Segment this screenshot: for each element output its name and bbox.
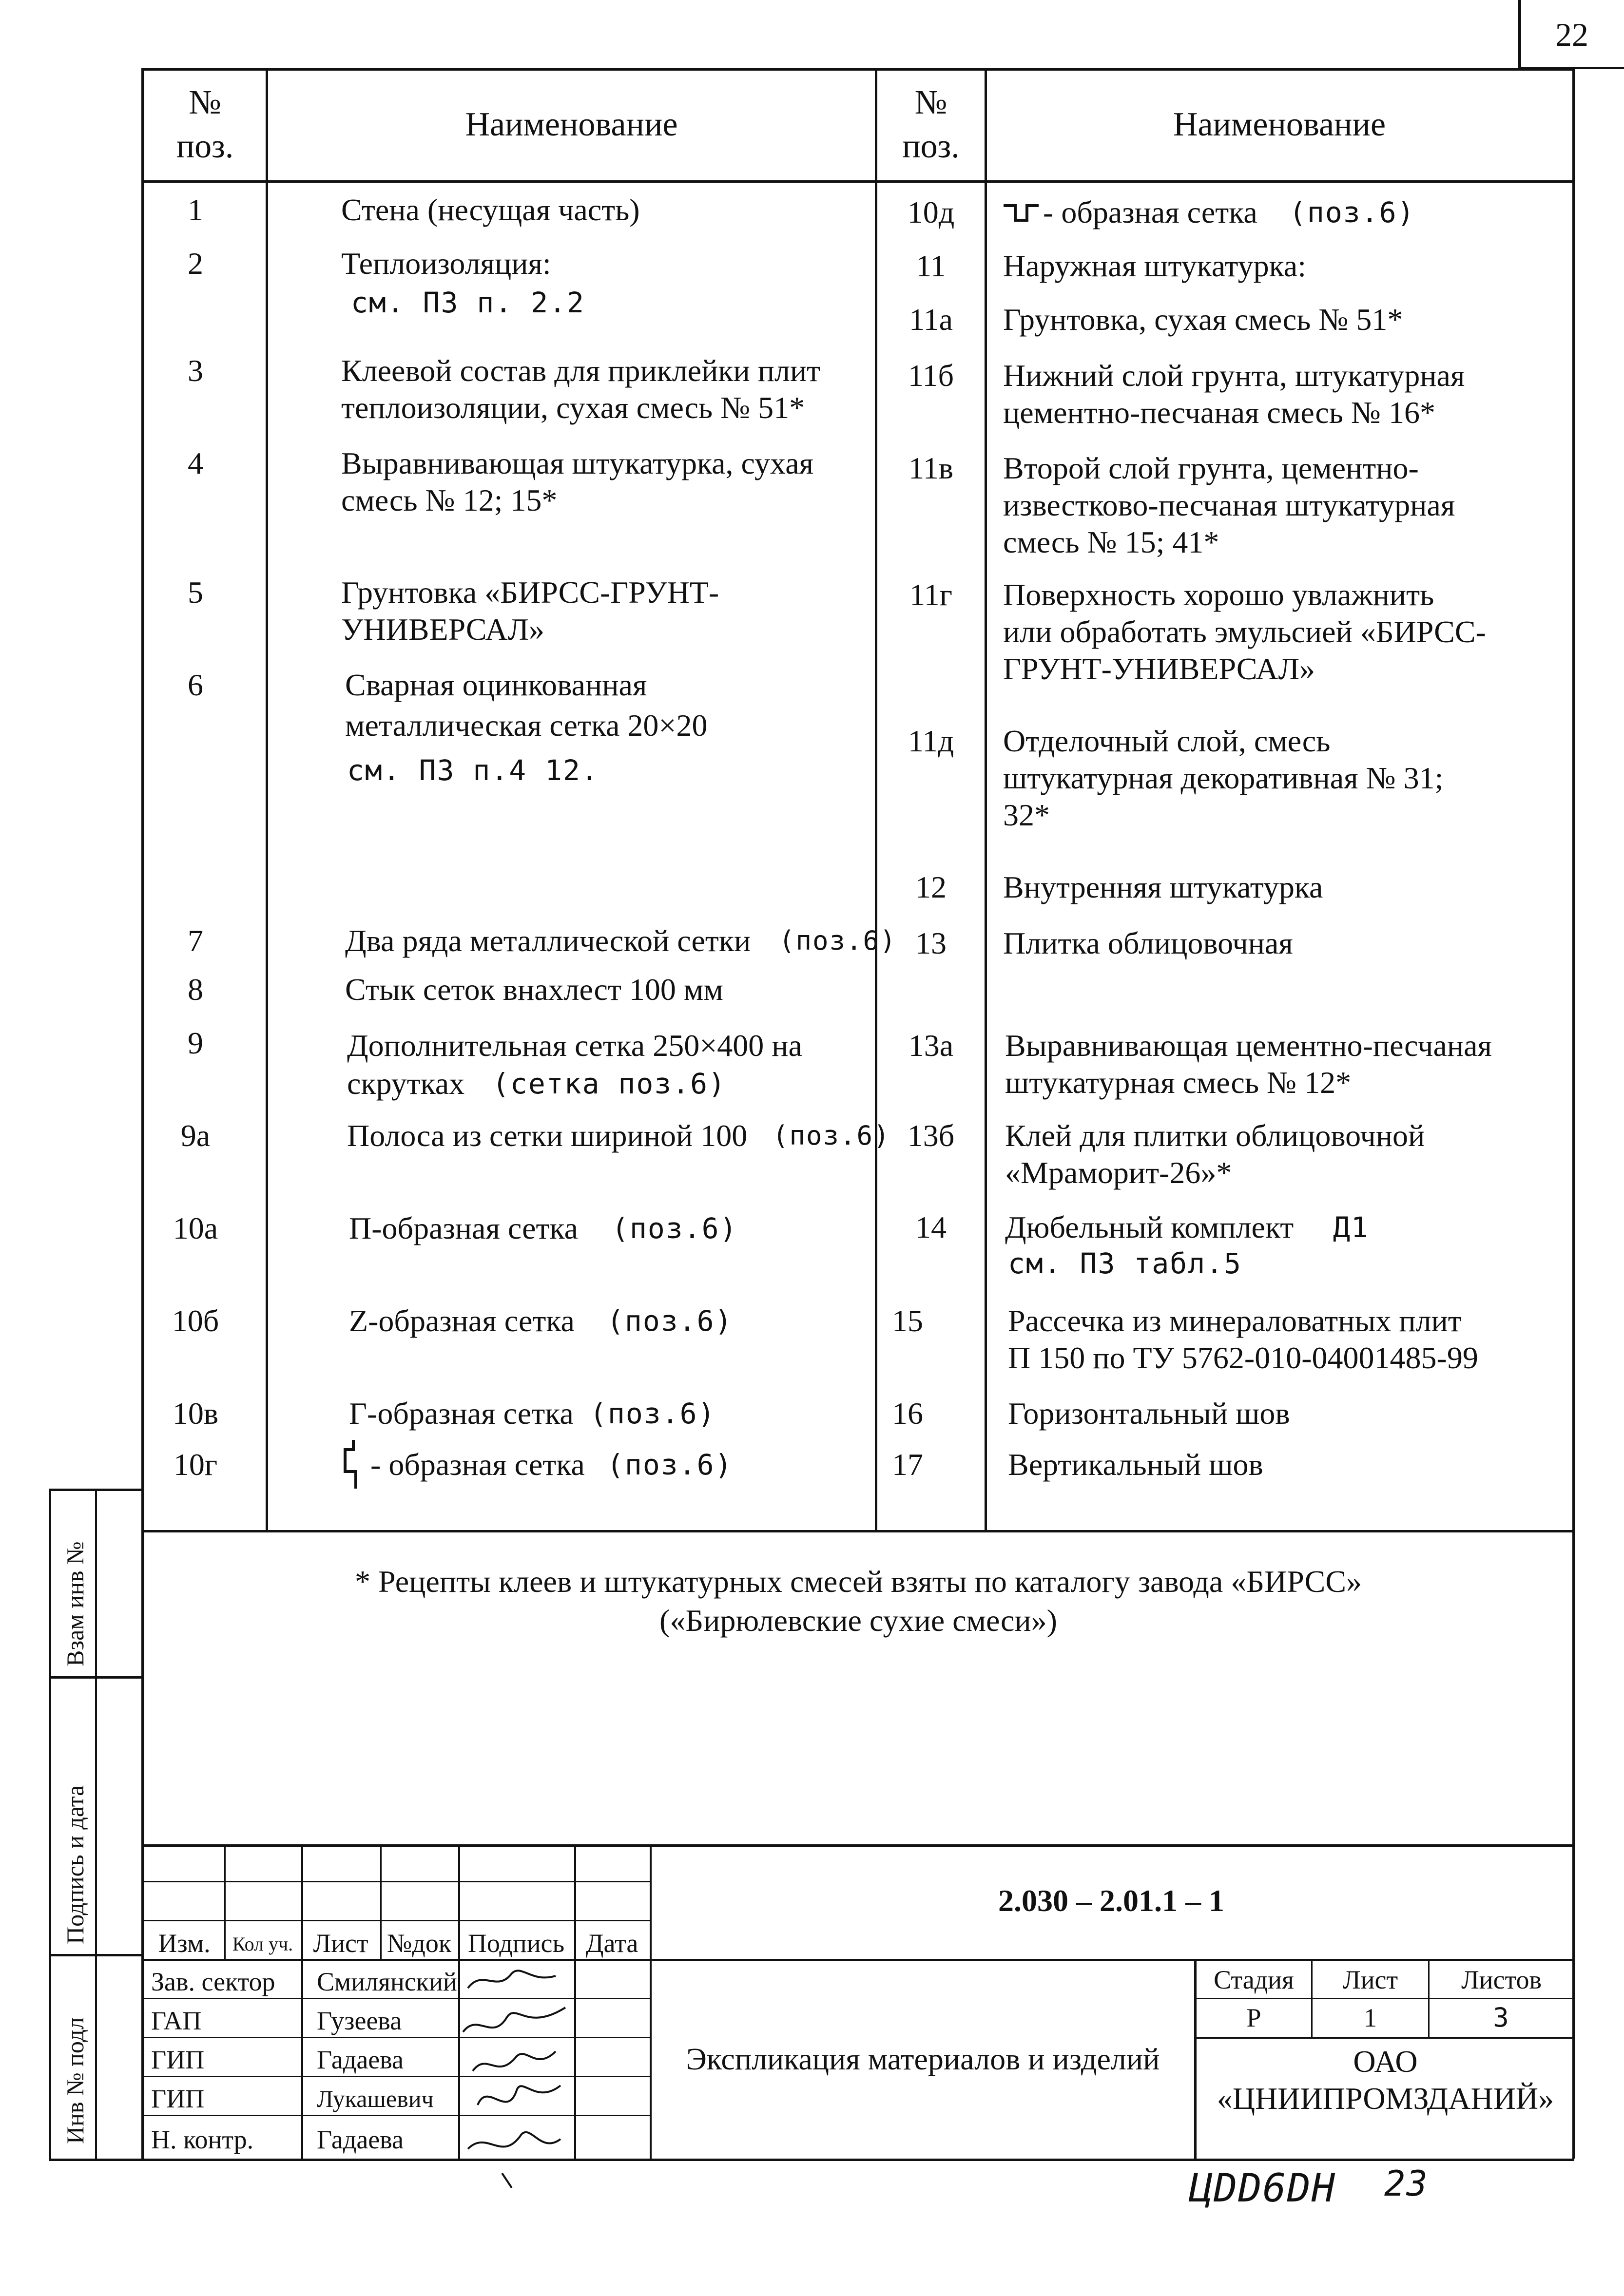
left-name-10g: - образная сетка	[370, 1447, 585, 1482]
left-note-10b: (поз.6)	[607, 1304, 733, 1338]
header-pos-left-label: поз.	[176, 128, 234, 165]
left-pos-3: 3	[188, 353, 203, 388]
tb-role-5: Н. контр.	[151, 2125, 254, 2154]
tb-col-header-list: Лист	[313, 1929, 368, 1958]
right-pos-17: 17	[892, 1447, 923, 1482]
table-body-bottom	[141, 1530, 1574, 1532]
left-name-5a: Грунтовка «БИРСС-ГРУНТ-	[341, 575, 719, 610]
side-label-vzam: Взам инв №	[61, 1541, 89, 1666]
tb-top	[144, 1844, 1574, 1847]
tb-col-2	[301, 1844, 303, 2159]
left-name-9b: скрутках	[347, 1066, 465, 1101]
left-note-9: (сетка поз.6)	[492, 1067, 726, 1100]
right-name-13: Плитка облицовочная	[1003, 926, 1293, 960]
right-name-13b-a: Клей для плитки облицовочной	[1005, 1118, 1425, 1153]
profile-shape-icon	[1002, 201, 1041, 225]
right-name-11b-a: Нижний слой грунта, штукатурная	[1003, 358, 1465, 393]
left-name-10a: П-образная сетка	[349, 1211, 578, 1245]
footnote-line-1: * Рецепты клеев и штукатурных смесей взяты по каталогу завода «БИРСС»	[355, 1564, 1362, 1599]
tb-stage-row-2	[1194, 2037, 1574, 2039]
left-name-8: Стык сеток внахлест 100 мм	[345, 972, 723, 1007]
tb-sheets-value: 3	[1493, 2002, 1510, 2033]
right-name-17: Вертикальный шов	[1008, 1447, 1263, 1482]
right-note-14b: см. ПЗ табл.5	[1008, 1247, 1242, 1280]
right-name-13b-b: «Мраморит-26»*	[1005, 1155, 1232, 1190]
tb-bottom	[49, 2159, 1574, 2161]
bottom-handwritten-code: ЦDD6DH	[1189, 2165, 1336, 2211]
right-pos-12: 12	[915, 870, 947, 904]
right-pos-11b: 11б	[908, 358, 954, 393]
left-pos-7: 7	[188, 923, 203, 958]
tb-role-1: Зав. сектор	[151, 1967, 275, 1996]
tb-name-2: Гузеева	[317, 2006, 402, 2035]
left-pos-10g: 10г	[173, 1447, 218, 1482]
tb-col-header-data: Дата	[585, 1929, 638, 1958]
page-number: 22	[1555, 16, 1588, 53]
page-number-box-left	[1518, 0, 1521, 68]
right-pos-11: 11	[916, 249, 946, 283]
col-divider-1	[266, 68, 268, 1530]
left-name-6b: металлическая сетка 20×20	[345, 708, 708, 743]
right-name-11b-b: цементно-песчаная смесь № 16*	[1003, 395, 1435, 430]
tb-name-4: Лукашевич	[317, 2085, 434, 2112]
side-label-inv: Инв № подл	[61, 2017, 89, 2144]
left-pos-9: 9	[188, 1026, 203, 1060]
left-note-2: см. ПЗ п. 2.2	[351, 286, 585, 319]
side-strip-div-1	[49, 1676, 144, 1679]
tb-name-5: Гадаева	[317, 2125, 404, 2154]
right-name-11v-a: Второй слой грунта, цементно-	[1003, 451, 1419, 485]
right-name-12: Внутренняя штукатурка	[1003, 870, 1323, 904]
table-top-border	[141, 68, 1574, 71]
tb-sheet-label: Лист	[1342, 1965, 1398, 1994]
right-name-11g-c: ГРУНТ-УНИВЕРСАЛ»	[1003, 651, 1315, 686]
right-pos-13a: 13а	[908, 1028, 954, 1063]
tb-role-4: ГИП	[151, 2084, 205, 2113]
right-pos-11d: 11д	[908, 724, 954, 758]
left-note-7: (поз.6)	[779, 925, 897, 956]
right-name-11v-c: смесь № 15; 41*	[1003, 525, 1219, 559]
side-label-podpis: Подпись и дата	[61, 1785, 89, 1944]
right-pos-11v: 11в	[909, 451, 953, 485]
left-pos-6: 6	[188, 668, 203, 702]
tb-sheets-label: Листов	[1461, 1965, 1542, 1994]
tb-stage-value: Р	[1246, 2003, 1261, 2032]
tb-col-header-izm: Изм.	[158, 1929, 211, 1958]
left-name-9a: Дополнительная сетка 250×400 на	[347, 1028, 802, 1063]
right-pos-14: 14	[915, 1210, 947, 1244]
right-name-13a-b: штукатурная смесь № 12*	[1005, 1065, 1352, 1100]
org-line-1: ОАО	[1353, 2044, 1418, 2079]
right-name-14: Дюбельный комплект	[1005, 1210, 1294, 1244]
tb-stage-row-1	[1194, 1998, 1574, 1999]
left-note-10v: (поз.6)	[590, 1397, 716, 1430]
right-name-11d-c: 32*	[1003, 798, 1050, 832]
left-name-9a-row: Полоса из сетки шириной 100	[347, 1118, 748, 1153]
left-name-3b: теплоизоляции, сухая смесь № 51*	[341, 390, 805, 425]
right-pos-13b: 13б	[907, 1118, 955, 1153]
right-name-11v-b: известково-песчаная штукатурная	[1003, 488, 1455, 522]
footnote-line-2: («Бирюлевские сухие смеси»)	[659, 1603, 1057, 1638]
side-strip-inner	[95, 1489, 97, 2161]
right-pos-16: 16	[892, 1396, 923, 1431]
left-pos-1: 1	[188, 192, 203, 227]
right-note-10d: (поз.6)	[1289, 196, 1415, 229]
tb-role-3: ГИП	[151, 2045, 205, 2074]
right-name-11d-a: Отделочный слой, смесь	[1003, 724, 1331, 758]
right-name-15-a: Рассечка из минераловатных плит	[1008, 1303, 1462, 1338]
tb-sheet-value: 1	[1364, 2003, 1377, 2032]
bottom-handwritten-number: 23	[1384, 2163, 1429, 2204]
side-strip-div-2	[49, 1954, 144, 1956]
right-pos-11a: 11а	[909, 302, 953, 337]
left-pos-2: 2	[188, 246, 203, 281]
tb-col-header-podpis: Подпись	[467, 1929, 565, 1958]
left-name-10v: Г-образная сетка	[349, 1396, 574, 1431]
right-name-11a: Грунтовка, сухая смесь № 51*	[1003, 302, 1403, 337]
left-pos-10v: 10в	[172, 1396, 219, 1431]
right-note-14a: Д1	[1333, 1211, 1369, 1244]
tb-col-header-ndok: №док	[387, 1929, 452, 1958]
left-note-6: см. ПЗ п.4 12.	[347, 754, 599, 787]
header-name-left: Наименование	[465, 106, 678, 143]
right-name-10d: - образная сетка	[1043, 195, 1257, 230]
left-pos-5: 5	[188, 575, 203, 610]
doc-title: Экспликация материалов и изделий	[686, 2042, 1160, 2076]
left-pos-9a: 9а	[180, 1118, 211, 1153]
header-pos-right-label: поз.	[902, 128, 960, 165]
left-pos-8: 8	[188, 972, 203, 1007]
right-name-11d-b: штукатурная декоративная № 31;	[1003, 761, 1444, 795]
left-name-7: Два ряда металлической сетки	[345, 923, 751, 958]
signatures	[458, 1959, 575, 2193]
left-name-3a: Клеевой состав для приклейки плит	[341, 353, 821, 388]
left-pos-4: 4	[188, 446, 203, 480]
right-pos-13: 13	[915, 926, 947, 960]
left-name-6a: Сварная оцинкованная	[345, 668, 647, 702]
right-pos-10d: 10д	[907, 195, 955, 230]
left-name-1: Стена (несущая часть)	[341, 192, 640, 227]
z-shape-icon	[341, 1437, 366, 1491]
left-name-5b: УНИВЕРСАЛ»	[341, 612, 545, 647]
left-pos-10b: 10б	[172, 1303, 219, 1338]
right-name-11g-a: Поверхность хорошо увлажнить	[1003, 577, 1434, 612]
left-name-10b: Z-образная сетка	[349, 1303, 575, 1338]
left-note-9a: (поз.6)	[773, 1120, 890, 1151]
col-divider-3	[985, 68, 987, 1530]
left-note-10g: (поз.6)	[607, 1448, 733, 1481]
tb-name-1: Смилянский	[317, 1967, 457, 1996]
tb-col-6	[650, 1844, 652, 2159]
org-line-2: «ЦНИИПРОМЗДАНИЙ»	[1217, 2081, 1554, 2116]
header-name-right: Наименование	[1173, 106, 1386, 143]
left-name-4b: смесь № 12; 15*	[341, 483, 558, 517]
left-name-4a: Выравнивающая штукатурка, сухая	[341, 446, 814, 480]
header-pos-left-num: №	[189, 84, 221, 121]
right-name-16: Горизонтальный шов	[1008, 1396, 1290, 1431]
right-name-11: Наружная штукатурка:	[1003, 249, 1306, 283]
tb-col-header-kol: Кол уч.	[232, 1933, 293, 1955]
side-strip-left	[49, 1489, 51, 2161]
left-name-2: Теплоизоляция:	[341, 246, 551, 281]
doc-code: 2.030 – 2.01.1 – 1	[998, 1883, 1224, 1918]
tb-role-2: ГАП	[151, 2006, 202, 2035]
left-pos-10a: 10а	[173, 1211, 218, 1245]
right-name-11g-b: или обработать эмульсией «БИРСС-	[1003, 614, 1486, 649]
right-name-13a-a: Выравнивающая цементно-песчаная	[1005, 1028, 1492, 1063]
right-pos-11g: 11г	[909, 577, 952, 612]
tb-name-3: Гадаева	[317, 2045, 404, 2074]
header-pos-right-num: №	[914, 84, 947, 121]
right-pos-15: 15	[892, 1303, 923, 1338]
tb-stage-label: Стадия	[1214, 1965, 1294, 1994]
col-divider-2	[875, 68, 877, 1530]
left-note-10a: (поз.6)	[612, 1212, 738, 1245]
right-name-15-b: П 150 по ТУ 5762-010-04001485-99	[1008, 1340, 1478, 1375]
header-bottom-border	[141, 180, 1574, 183]
